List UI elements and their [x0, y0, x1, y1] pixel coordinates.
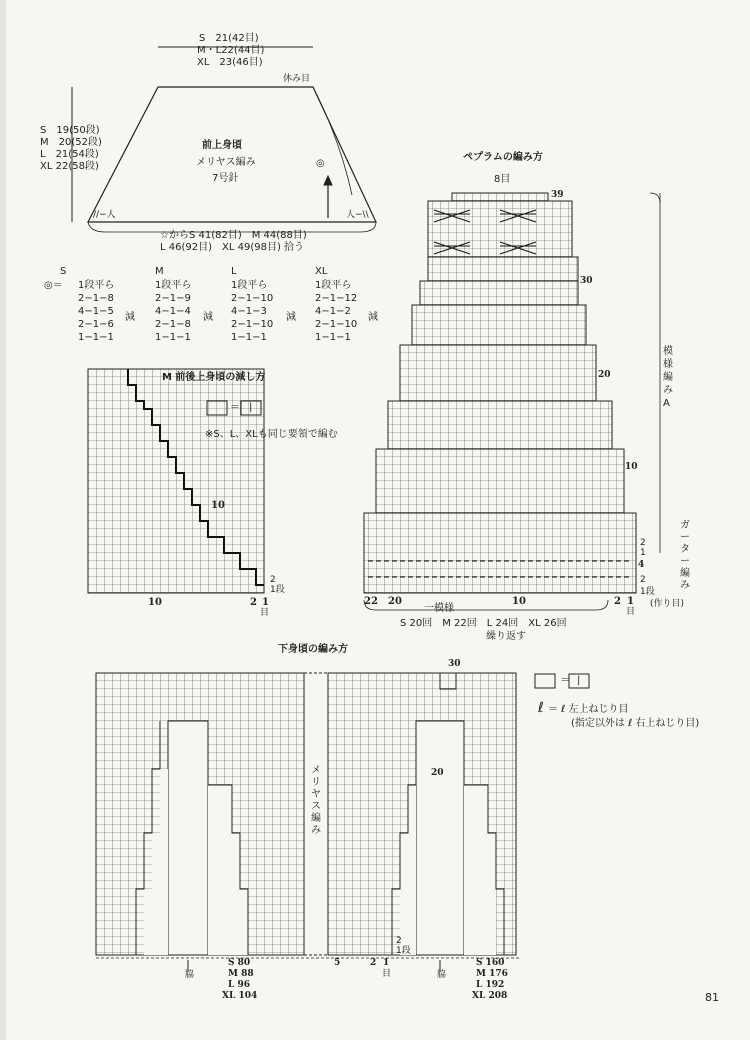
dec-xl-row-5: 1−1−1	[315, 332, 351, 343]
neck-row-10: 10	[211, 500, 225, 511]
lower-col-1: 1	[383, 958, 390, 968]
lower-row-20: 20	[431, 768, 444, 778]
height-size-xl: XL 22(58段)	[40, 161, 99, 172]
dec-l-row-5: 1−1−1	[231, 332, 267, 343]
neck-note: ※S、L、XLも同じ要領で編む	[205, 429, 338, 440]
peplum-title: ペプラムの編み方	[463, 152, 543, 163]
dec-col-l-size: L	[231, 266, 237, 277]
peplum-col-22: 22	[364, 596, 378, 607]
lower-row-30: 30	[448, 659, 461, 669]
lower-right-size-l: L 192	[476, 980, 505, 990]
dec-s-row-2: 2−1−8	[78, 293, 114, 304]
lower-legend-box	[535, 674, 555, 688]
peplum-cast-on: (作り目)	[650, 599, 685, 609]
neck-row-2: 2	[270, 575, 276, 585]
neck-col-10: 10	[148, 597, 162, 608]
pickup-line-1: ☆からS 41(82目) M 44(88目)	[160, 230, 307, 241]
neck-row-1: 1段	[270, 585, 285, 595]
height-size-m: M 20(52段)	[40, 137, 102, 148]
top-size-s: S 21(42目)	[199, 33, 259, 44]
neck-legend-symbol: |	[249, 402, 253, 413]
peplum-garter-label: ガーター編み	[680, 520, 690, 591]
lower-right-size-m: M 176	[476, 969, 508, 979]
front-top-needle: 7号針	[212, 173, 239, 184]
lower-left-size-xl: XL 104	[222, 991, 258, 1001]
right-decrease-symbols: 人−\\	[346, 210, 369, 220]
dec-xl-row-3: 4−1−2	[315, 306, 351, 317]
lower-col-unit: 目	[382, 969, 392, 979]
dec-xl-row-2: 2−1−12	[315, 293, 358, 304]
peplum-repeat-counts: S 20回 M 22回 L 24回 XL 26回	[400, 618, 567, 629]
height-size-l: L 21(54段)	[40, 149, 99, 160]
dec-s-row-3: 4−1−5	[78, 306, 114, 317]
peplum-row-20: 20	[598, 370, 611, 380]
lower-left-size-m: M 88	[228, 969, 254, 979]
lower-legend-eq: ＝	[560, 675, 570, 686]
lower-col-5: 5	[334, 958, 341, 968]
neck-curve	[313, 87, 352, 195]
peplum-one-pattern: 一模様	[424, 603, 454, 614]
lower-row-1: 1段	[396, 946, 411, 956]
dec-l-row-1: 1段平ら	[231, 280, 268, 291]
front-top-title: 前上身頃	[202, 140, 242, 151]
neck-legend-eq: ＝	[230, 402, 240, 413]
dec-s-row-5: 1−1−1	[78, 332, 114, 343]
peplum-col-unit: 目	[626, 607, 636, 617]
lower-row-2: 2	[396, 936, 402, 946]
trapezoid-outline	[88, 87, 376, 222]
peplum-row-2b: 2	[640, 575, 646, 585]
peplum-row-10: 10	[625, 462, 638, 472]
peplum-row-1b: 1段	[640, 587, 655, 597]
peplum-repeat: 繰り返す	[486, 631, 526, 642]
neck-col-2: 2	[250, 597, 257, 608]
page-number: 81	[705, 991, 719, 1004]
rest-stitches-label: 休み目	[283, 74, 311, 84]
dec-l-row-4: 2−1−10	[231, 319, 274, 330]
neck-col-1: 1	[262, 597, 269, 608]
up-arrow-head	[324, 176, 332, 185]
dec-s-reduce: 減	[125, 312, 135, 323]
peplum-col-10: 10	[512, 596, 526, 607]
lower-mid-label: メリヤス編み	[311, 765, 321, 836]
peplum-row-39: 39	[551, 190, 564, 200]
peplum-row-30: 30	[580, 276, 593, 286]
dec-l-row-2: 2−1−10	[231, 293, 274, 304]
twist-right-note: (指定以外は ℓ 右上ねじり目)	[571, 718, 700, 729]
peplum-top-count: 8目	[494, 174, 511, 185]
lower-col-2: 2	[370, 958, 377, 968]
dec-m-row-2: 2−1−9	[155, 293, 191, 304]
lower-side-right: 脇	[437, 970, 447, 980]
dec-s-row-1: 1段平ら	[78, 280, 115, 291]
peplum-col-20: 20	[388, 596, 402, 607]
left-decrease-symbols: //−人	[93, 210, 116, 220]
dec-m-row-1: 1段平ら	[155, 280, 192, 291]
peplum-row-4: 4	[638, 560, 645, 570]
dec-m-row-4: 2−1−8	[155, 319, 191, 330]
lower-legend-symbol: |	[577, 675, 581, 686]
lower-left-size-l: L 96	[228, 980, 250, 990]
peplum-col-1: 1	[627, 596, 634, 607]
neck-chart-title: M 前後上身頃の減し方	[162, 372, 266, 383]
dec-xl-row-1: 1段平ら	[315, 280, 352, 291]
lower-body-grid	[96, 673, 520, 972]
circle-mark: ◎	[316, 158, 325, 169]
lower-left-size-s: S 80	[228, 958, 251, 968]
peplum-row-2a: 2	[640, 538, 646, 548]
dec-l-reduce: 減	[286, 312, 296, 323]
lower-right-size-s: S 160	[476, 958, 505, 968]
peplum-chart-grid	[364, 193, 660, 610]
dec-col-s-size: S	[60, 266, 67, 277]
lower-side-left: 脇	[185, 970, 195, 980]
dec-m-reduce: 減	[203, 312, 213, 323]
top-size-xl: XL 23(46目)	[197, 57, 263, 68]
twist-symbol: ℓ	[538, 700, 544, 716]
dec-m-row-5: 1−1−1	[155, 332, 191, 343]
twist-left-note: ＝ ℓ 左上ねじり目	[548, 704, 629, 715]
height-size-s: S 19(50段)	[40, 125, 100, 136]
dec-note: ◎＝	[44, 280, 63, 291]
neck-col-unit: 目	[260, 608, 270, 618]
dec-col-xl-size: XL	[315, 266, 328, 277]
front-top-stitch: メリヤス編み	[196, 157, 256, 168]
peplum-col-2: 2	[614, 596, 621, 607]
dec-s-row-4: 2−1−6	[78, 319, 114, 330]
dec-xl-reduce: 減	[368, 312, 378, 323]
dec-xl-row-4: 2−1−10	[315, 319, 358, 330]
lower-body-title: 下身頃の編み方	[278, 644, 348, 655]
peplum-row-1a: 1	[640, 548, 646, 558]
binding-edge	[0, 0, 6, 1040]
pickup-line-2: L 46(92目) XL 49(98目) 拾う	[160, 242, 305, 253]
dec-m-row-3: 4−1−4	[155, 306, 191, 317]
peplum-pattern-label: 模様編みA	[663, 346, 673, 409]
dec-l-row-3: 4−1−3	[231, 306, 267, 317]
dec-col-m-size: M	[155, 266, 164, 277]
top-size-ml: M・L22(44目)	[197, 45, 265, 56]
lower-right-size-xl: XL 208	[472, 991, 508, 1001]
